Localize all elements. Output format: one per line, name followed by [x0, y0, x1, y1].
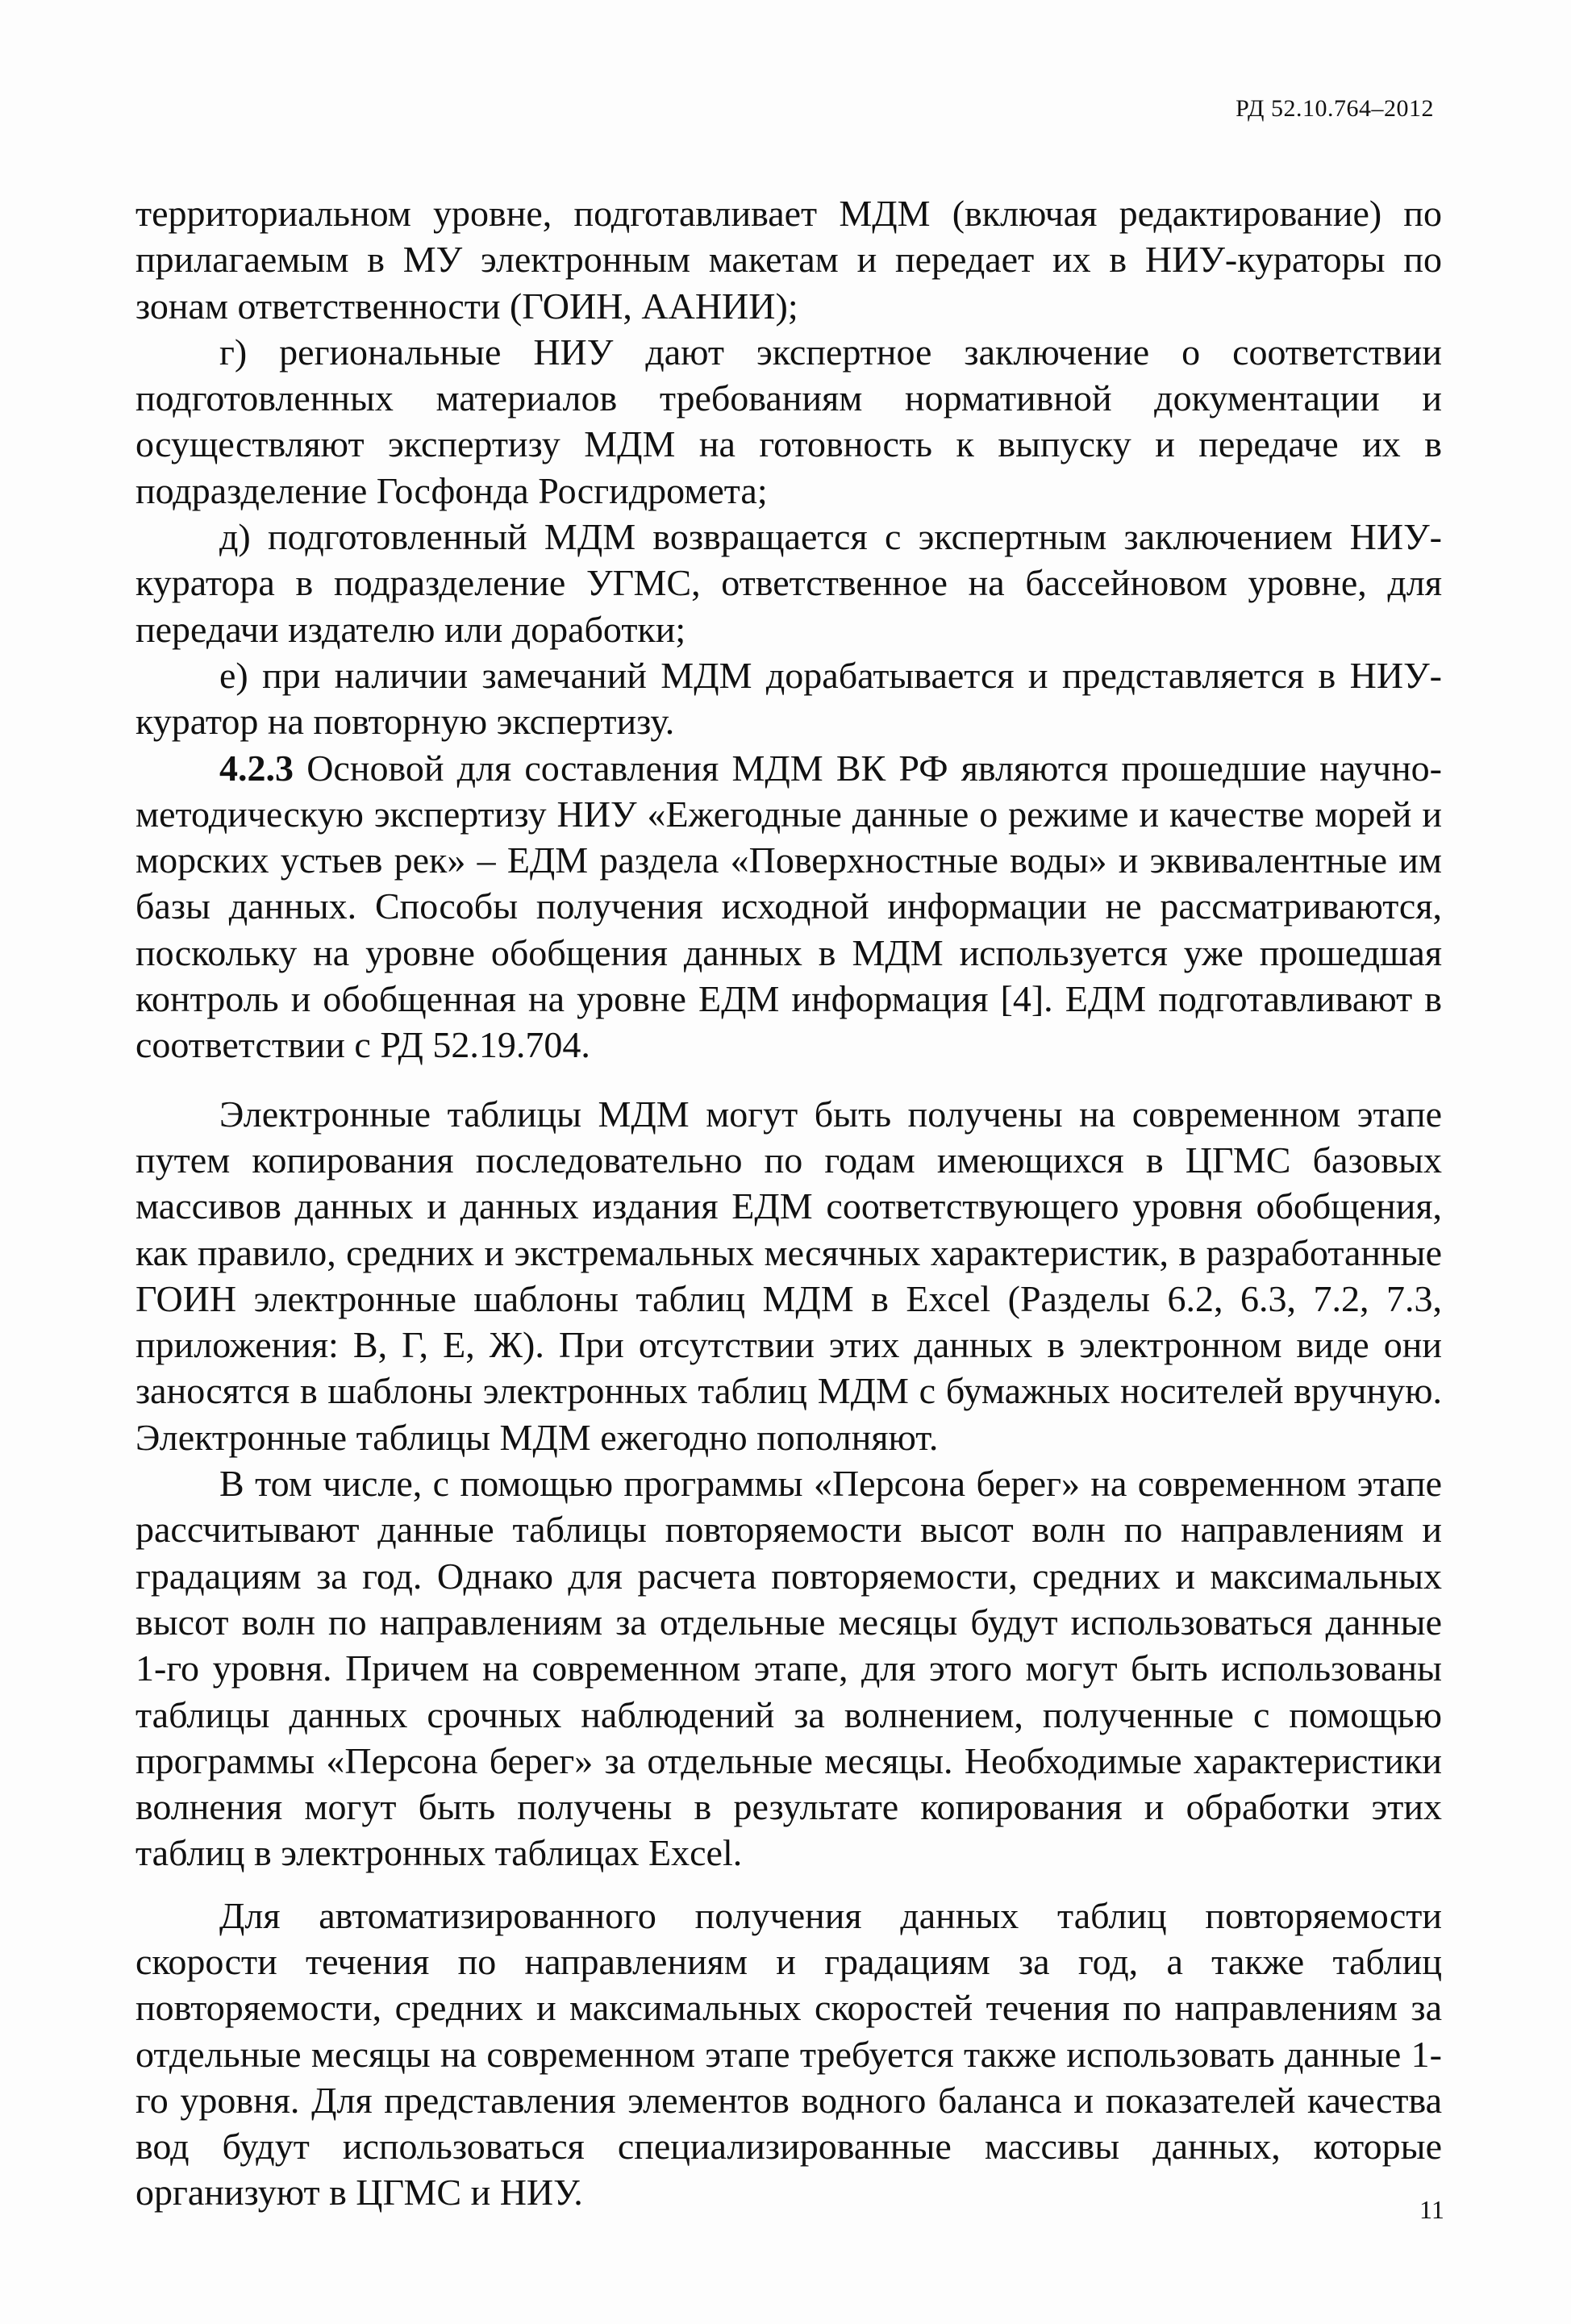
- list-item-d: д) подготовленный МДМ возвращается с экспертным заключением НИУ-куратора в подразделение УГМС, ответственное на бассейновом уровне, для передачи издателю или доработки;: [135, 516, 1442, 650]
- paragraph-electronic-tables: Электронные таблицы МДМ могут быть получены на современном этапе путем копирования последовательно по годам имеющихся в ЦГМС базовых массивов данных и данных издания ЕДМ соответствующего уровня обобщения, как правило, средних и экстремальных месячных характеристик, в разработанные ГОИН электронные шаблоны таблиц МДМ в Excel (Разделы 6.2, 6.3, 7.2, 7.3, приложения: В, Г, Е, Ж). При отсутствии этих данных в электронном виде они заносятся в шаблоны электронных таблиц МДМ с бумажных носителей вручную. Электронные таблицы МДМ ежегодно пополняют.: [135, 1093, 1442, 1458]
- paragraph-continuation: территориальном уровне, подготавливает МДМ (включая редактирование) по прилагаемым в МУ электронным макетам и передает их в НИУ-кураторы по зонам ответственности (ГОИН, ААНИИ);: [135, 193, 1442, 327]
- document-body: [135, 190, 1442, 2216]
- paragraph-persona-bereg: В том числе, с помощью программы «Персона берег» на современном этапе рассчитывают данные таблицы повторяемости высот волн по направлениям и градациям за год. Однако для расчета повторяемости, средних и максимальных высот волн по направлениям за отдельные месяцы будут использоваться данные 1-го уровня. Причем на современном этапе, для этого могут быть использованы таблицы данных срочных наблюдений за волнением, полученные с помощью программы «Персона берег» за отдельные месяцы. Необходимые характеристики волнения могут быть получены в результате копирования и обработки этих таблиц в электронных таблицах Excel.: [135, 1463, 1442, 1874]
- page-number: 11: [1419, 2195, 1444, 2224]
- paragraph-currents: Для автоматизированного получения данных таблиц повторяемости скорости течения по направлениям и градациям за год, а также таблиц повторяемости, средних и максимальных скоростей течения по направлениям за отдельные месяцы на современном этапе требуется также использовать данные 1-го уровня. Для представления элементов водного баланса и показателей качества вод будут использоваться специализированные массивы данных, которые организуют в ЦГМС и НИУ.: [135, 1894, 1442, 2214]
- section-text: Основой для составления МДМ ВК РФ являются прошедшие научно-методическую экспертизу НИУ «Ежегодные данные о режиме и качестве морей и морских устьев рек» – ЕДМ раздела «Поверхностные воды» и эквивалентные им базы данных. Способы получения исходной информации не рассматриваются, поскольку на уровне обобщения данных в МДМ используется уже прошедшая контроль и обобщенная на уровне ЕДМ информация [4]. ЕДМ подготавливают в соответствии с РД 52.19.704.: [135, 747, 1443, 1066]
- section-number: 4.2.3: [219, 747, 294, 789]
- list-item-e: е) при наличии замечаний МДМ дорабатывается и представляется в НИУ-куратор на повторную экспертизу.: [135, 654, 1442, 743]
- list-item-g: г) региональные НИУ дают экспертное заключение о соответствии подготовленных материалов требованиям нормативной документации и осуществляют экспертизу МДМ на готовность к выпуску и передаче их в подразделение Госфонда Росгидромета;: [135, 331, 1442, 511]
- section-4-2-3: [135, 745, 1442, 1068]
- document-code: РД 52.10.764–2012: [1236, 95, 1434, 122]
